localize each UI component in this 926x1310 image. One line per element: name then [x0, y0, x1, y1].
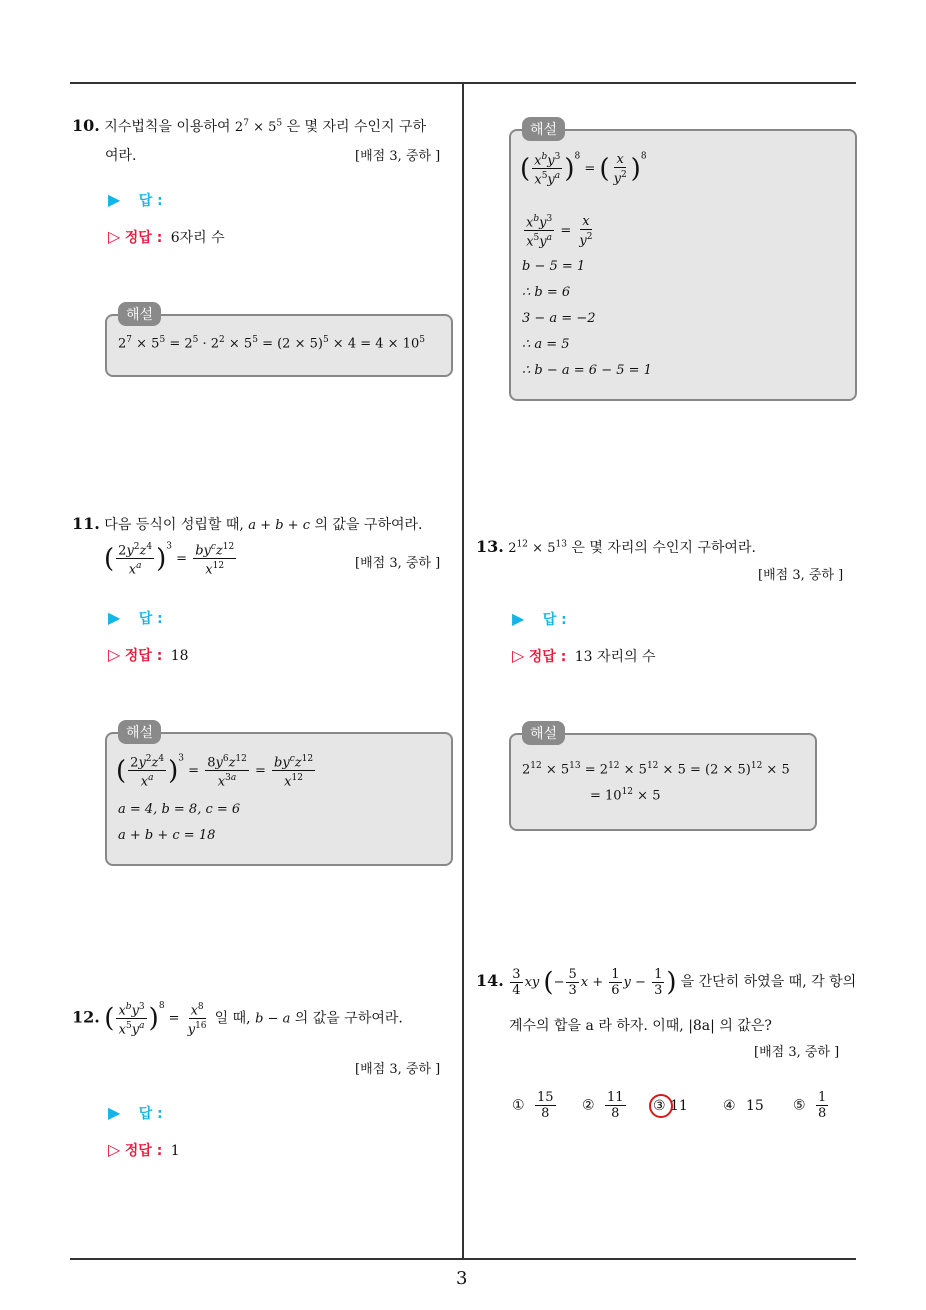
q11-question: [72, 514, 422, 534]
q10-text-post: 은 몇 자리 수인지 구하: [286, 119, 427, 135]
q11-abc: a + b + c: [248, 518, 310, 533]
q10-answer-label: 답 :: [138, 193, 163, 209]
q11-correct-label: 정답 :: [124, 648, 163, 664]
play-icon: ▶: [108, 608, 121, 627]
q12-correct-row: [108, 1140, 180, 1160]
choice-2-marker: ②: [582, 1097, 595, 1114]
choice-4[interactable]: [723, 1098, 764, 1114]
q11-correct-row: [108, 645, 189, 665]
choice-1-marker: ①: [512, 1097, 525, 1114]
choice-5[interactable]: [793, 1090, 830, 1121]
q12-solution-line2: $\frac{x^by^3}{x^5y^a}$ = $\frac{x}{y^2}$: [526, 213, 593, 250]
triangle-outline-icon: ▷: [108, 645, 121, 664]
q13-solution-line2: = $10^{12} \times 5$: [590, 787, 661, 804]
q13-expression: $2^{12} \times 5^{13}$: [508, 539, 567, 556]
q13-text-post: 은 몇 자리의 수인지 구하여라.: [571, 540, 756, 556]
q11-solution-line3: a + b + c = 18: [118, 828, 216, 843]
q12-answer-label: 답 :: [138, 1106, 163, 1122]
q13-question: [476, 537, 756, 557]
q12-solution-line5: 3 − a = −2: [522, 311, 596, 326]
q10-correct-value: 6자리 수: [170, 230, 225, 246]
choice-2[interactable]: [582, 1090, 628, 1121]
q11-solution-tag: 해설: [118, 720, 161, 744]
choice-3-marker: ③: [653, 1098, 666, 1114]
q12-solution-line1: ( $\frac{x^by^3}{x^5y^a}$ )$^8$ = ( $\frac{x}{y^2}$ )$^8$: [520, 151, 647, 188]
column-divider: [462, 82, 464, 1260]
q11-solution-line1: ( $\frac{2y^2z^4}{x^a}$ )$^3$ = $\frac{8y^6z^{12}}{x^{3a}}$ = $\frac{by^cz^{12}}{x^{12}}$: [116, 753, 314, 790]
q10-text-pre: 지수법칙을 이용하여: [104, 119, 231, 135]
q13-correct-row: [512, 646, 656, 666]
q13-correct-label: 정답 :: [528, 649, 567, 665]
q10-solution-tag: 해설: [118, 302, 161, 326]
play-icon: ▶: [108, 190, 121, 209]
q10-question: [72, 116, 426, 136]
q10-correct-row: [108, 227, 225, 247]
choice-4-value: 15: [746, 1098, 764, 1114]
choice-4-marker: ④: [723, 1098, 736, 1114]
q11-number: 11.: [72, 514, 100, 533]
q13-score: [배점 3, 중하 ]: [758, 568, 844, 583]
triangle-outline-icon: ▷: [108, 1140, 121, 1159]
q12-text-end: 의 값을 구하여라.: [294, 1010, 403, 1027]
triangle-outline-icon: ▷: [512, 646, 525, 665]
q12-question: [72, 1000, 403, 1038]
q13-answer-label: 답 :: [542, 612, 567, 628]
q12-score: [배점 3, 중하 ]: [355, 1062, 441, 1077]
q13-solution-tag: 해설: [522, 721, 565, 745]
q14-score: [배점 3, 중하 ]: [754, 1045, 840, 1060]
choice-1-value: $\frac{15}{8}$: [537, 1090, 554, 1121]
q12-number: 12.: [72, 1007, 100, 1027]
q11-equation: ( $\frac{2y^2z^4}{x^a}$ )$^3$ = $\frac{by^cz^{12}}{x^{12}}$: [104, 541, 235, 578]
q12-correct-value: 1: [170, 1143, 180, 1159]
q11-correct-value: 18: [170, 648, 189, 664]
page-number: 3: [456, 1268, 468, 1289]
triangle-outline-icon: ▷: [108, 227, 121, 246]
q12-correct-label: 정답 :: [124, 1143, 163, 1159]
q14-number: 14.: [476, 971, 504, 990]
q10-text-line2: 여라.: [105, 148, 137, 164]
q12-solution-line7: ∴ b − a = 6 − 5 = 1: [522, 363, 652, 378]
choice-5-marker: ⑤: [793, 1097, 806, 1114]
choice-3[interactable]: [653, 1098, 688, 1114]
q13-number: 13.: [476, 537, 504, 556]
q13-answer-row: [512, 609, 567, 629]
choice-3-value: 11: [670, 1098, 688, 1114]
q10-number: 10.: [72, 116, 100, 135]
q10-expression: $2^7 \times 5^5$: [234, 118, 283, 135]
q11-solution-line2: a = 4, b = 8, c = 6: [118, 802, 241, 817]
q12-b-minus-a: b − a: [255, 1011, 291, 1027]
q12-solution-line6: ∴ a = 5: [522, 337, 570, 352]
q10-solution-math: $2^7 \times 5^5 = 2^5 \cdot 2^2 \times 5^5 = (2 \times 5)^5 \times 4 = 4 \times 10^5$: [118, 335, 425, 352]
q13-solution-line1: $2^{12} \times 5^{13} = 2^{12} \times 5^{12} \times 5 = (2 \times 5)^{12} \times 5$: [522, 761, 790, 778]
q10-score: [배점 3, 중하 ]: [355, 149, 441, 164]
play-icon: ▶: [512, 609, 525, 628]
q14-expression: $\frac{3}{4}$ xy (− $\frac{5}{3}$ x + $\frac{1}{6}$ y − $\frac{1}{3}$ ): [512, 967, 677, 998]
q10-correct-label: 정답 :: [124, 230, 163, 246]
q11-text-post: 의 값을 구하여라.: [314, 517, 423, 533]
q12-text-post: 일 때,: [214, 1010, 251, 1027]
q11-answer-label: 답 :: [138, 611, 163, 627]
q14-text-line2: 계수의 합을 a 라 하자. 이때, |8a| 의 값은?: [509, 1018, 772, 1034]
choice-1[interactable]: [512, 1090, 558, 1121]
q14-text-post: 을 간단히 하였을 때, 각 항의: [680, 974, 857, 990]
choice-2-value: $\frac{11}{8}$: [607, 1090, 624, 1121]
q12-answer-row: [108, 1103, 163, 1123]
q13-correct-value: 13 자리의 수: [574, 649, 656, 665]
choice-5-value: $\frac{1}{8}$: [818, 1090, 827, 1121]
bottom-rule: [70, 1258, 856, 1260]
q12-solution-line4: ∴ b = 6: [522, 285, 571, 300]
q11-answer-row: [108, 608, 163, 628]
q11-score: [배점 3, 중하 ]: [355, 556, 441, 571]
q12-equation: ( $\frac{x^by^3}{x^5y^a}$ )$^8$ = $\frac{x^8}{y^{16}}$: [104, 1001, 207, 1038]
q14-question: [476, 967, 856, 998]
q12-solution-tag: 해설: [522, 117, 565, 141]
play-icon: ▶: [108, 1103, 121, 1122]
q12-solution-line3: b − 5 = 1: [522, 259, 586, 274]
q11-text: 다음 등식이 성립할 때,: [104, 517, 244, 533]
q10-answer-row: [108, 190, 163, 210]
q13-solution-box: [509, 733, 817, 831]
